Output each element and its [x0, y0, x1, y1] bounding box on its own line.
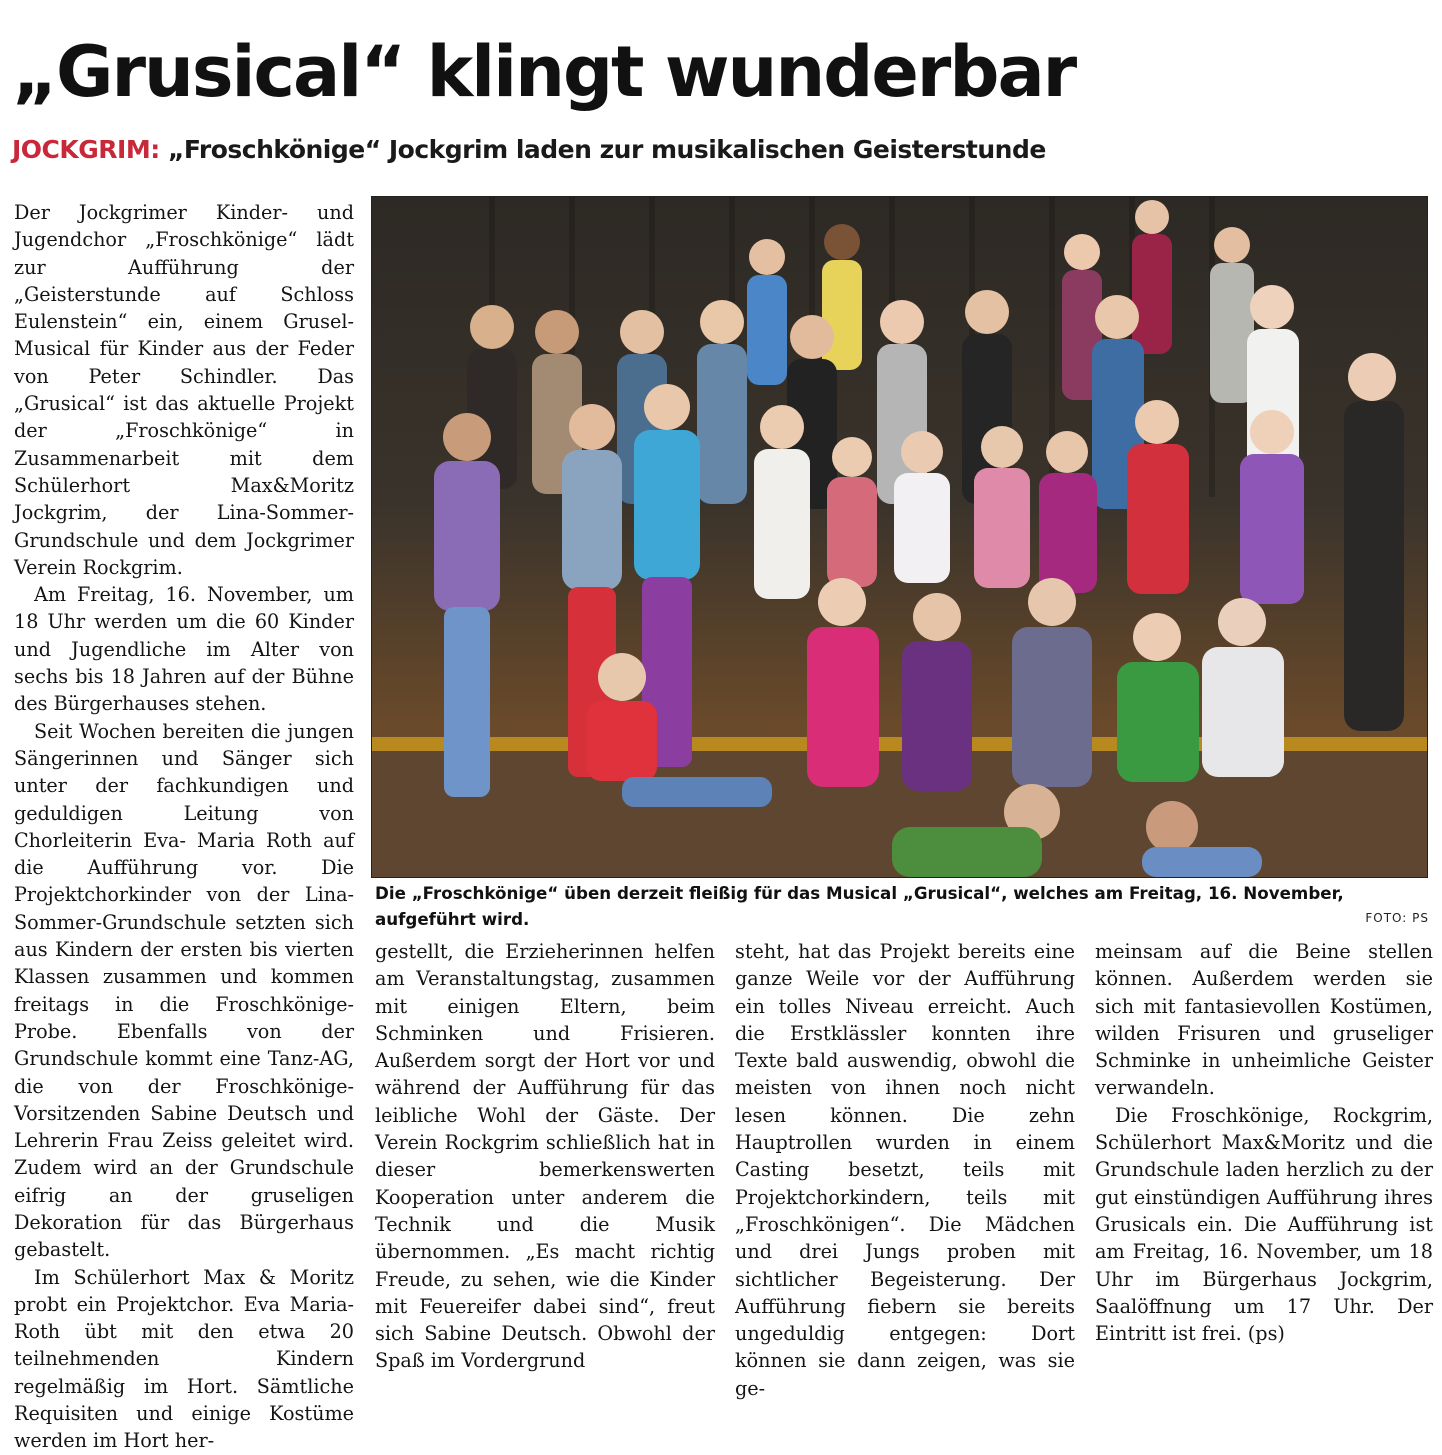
- headline: „Grusical“ klingt wunderbar: [12, 31, 1076, 113]
- paragraph: Der Jockgrimer Kinder- und Jugendchor „Froschkönige“ lädt zur Aufführung der „Geisterstunde auf Schloss Eulenstein“ ein, einem Grusel-Musical für Kinder aus der Feder von Peter Schindler. Das „Grusical“ ist das aktuelle Projekt der „Froschkönige“ in Zusammenarbeit mit dem Schülerhort Max&Moritz Jockgrim, der Lina-Sommer-Grundschule und dem Jockgrimer Verein Rockgrim.: [14, 201, 354, 579]
- paragraph: Im Schülerhort Max & Moritz probt ein Projektchor. Eva Maria-Roth übt mit den etwa 20 teilnehmenden Kindern regelmäßig im Hort. Sämtliche Requisiten und einige Kostüme werden im Hort her-: [14, 1265, 354, 1453]
- photo-credit: FOTO: PS: [1365, 911, 1429, 925]
- article-column-1: [14, 199, 354, 1455]
- paragraph: Seit Wochen bereiten die jungen Sängerinnen und Sänger sich unter der fachkundigen und geduldigen Leitung von Chorleiterin Eva- Maria Roth auf die Aufführung vor. Die Projektchorkinder von der Lina-Sommer-Grundschule setzten sich aus Kindern der ersten bis vierten Klassen zusammen und kommen freitags in die Froschkönige- Probe. Ebenfalls von der Grundschule kommt eine Tanz-AG, die von der Froschkönige-Vorsitzenden Sabine Deutsch und Lehrerin Frau Zeiss geleitet wird. Zudem wird an der Grundschule eifrig an der gruseligen Dekoration für das Bürgerhaus gebastelt.: [14, 719, 354, 1262]
- paragraph: Die Froschkönige, Rockgrim, Schülerhort Max&Moritz und die Grundschule laden herzlich zu der gut einstündigen Aufführung ihres Grusicals ein. Die Aufführung ist am Freitag, 16. November, um 18 Uhr im Bürgerhaus Jockgrim, Saalöffnung um 17 Uhr. Der Eintritt ist frei. (ps): [1095, 1103, 1433, 1346]
- article-column-4: [1095, 938, 1433, 1347]
- subheadline-text: „Froschkönige“ Jockgrim laden zur musikalischen Geisterstunde: [167, 135, 1046, 164]
- article-column-3: [735, 938, 1075, 1402]
- paragraph: meinsam auf die Beine stellen können. Außerdem werden sie sich mit fantasievollen Kostümen, wilden Frisuren und gruseliger Schminke in unheimliche Geister verwandeln.: [1095, 940, 1433, 1100]
- paragraph: steht, hat das Projekt bereits eine ganze Weile vor der Aufführung ein tolles Niveau erreicht. Auch die Erstklässler konnten ihre Texte bald auswendig, obwohl die meisten von ihnen noch nicht lesen können. Die zehn Hauptrollen wurden in einem Casting besetzt, teils mit Projektchorkindern, teils mit „Froschkönigen“. Die Mädchen und drei Jungs proben mit sichtlicher Begeisterung. Der Aufführung fiebern sie bereits ungeduldig entgegen: Dort können sie dann zeigen, was sie ge-: [735, 940, 1075, 1400]
- subheadline: [12, 133, 1046, 167]
- location-label: JOCKGRIM:: [12, 135, 160, 164]
- group-photo: [371, 196, 1428, 878]
- photo-caption: Die „Froschkönige“ üben derzeit fleißig für das Musical „Grusical“, welches am Freitag, 16. November, aufgeführt wird.: [375, 883, 1344, 929]
- article-column-2: [375, 938, 715, 1375]
- paragraph: Am Freitag, 16. November, um 18 Uhr werden um die 60 Kinder und Jugendliche im Alter von sechs bis 18 Jahren auf der Bühne des Bürgerhauses stehen.: [14, 583, 354, 716]
- paragraph: gestellt, die Erzieherinnen helfen am Veranstaltungstag, zusammen mit einigen Eltern, beim Schminken und Frisieren. Außerdem sorgt der Hort vor und während der Aufführung für das leibliche Wohl der Gäste. Der Verein Rockgrim schließlich hat in dieser bemerkenswerten Kooperation unter anderem die Technik und die Musik übernommen. „Es macht richtig Freude, zu sehen, wie die Kinder mit Feuereifer dabei sind“, freut sich Sabine Deutsch. Obwohl der Spaß im Vordergrund: [375, 940, 715, 1373]
- photo-illustration: [372, 197, 1427, 877]
